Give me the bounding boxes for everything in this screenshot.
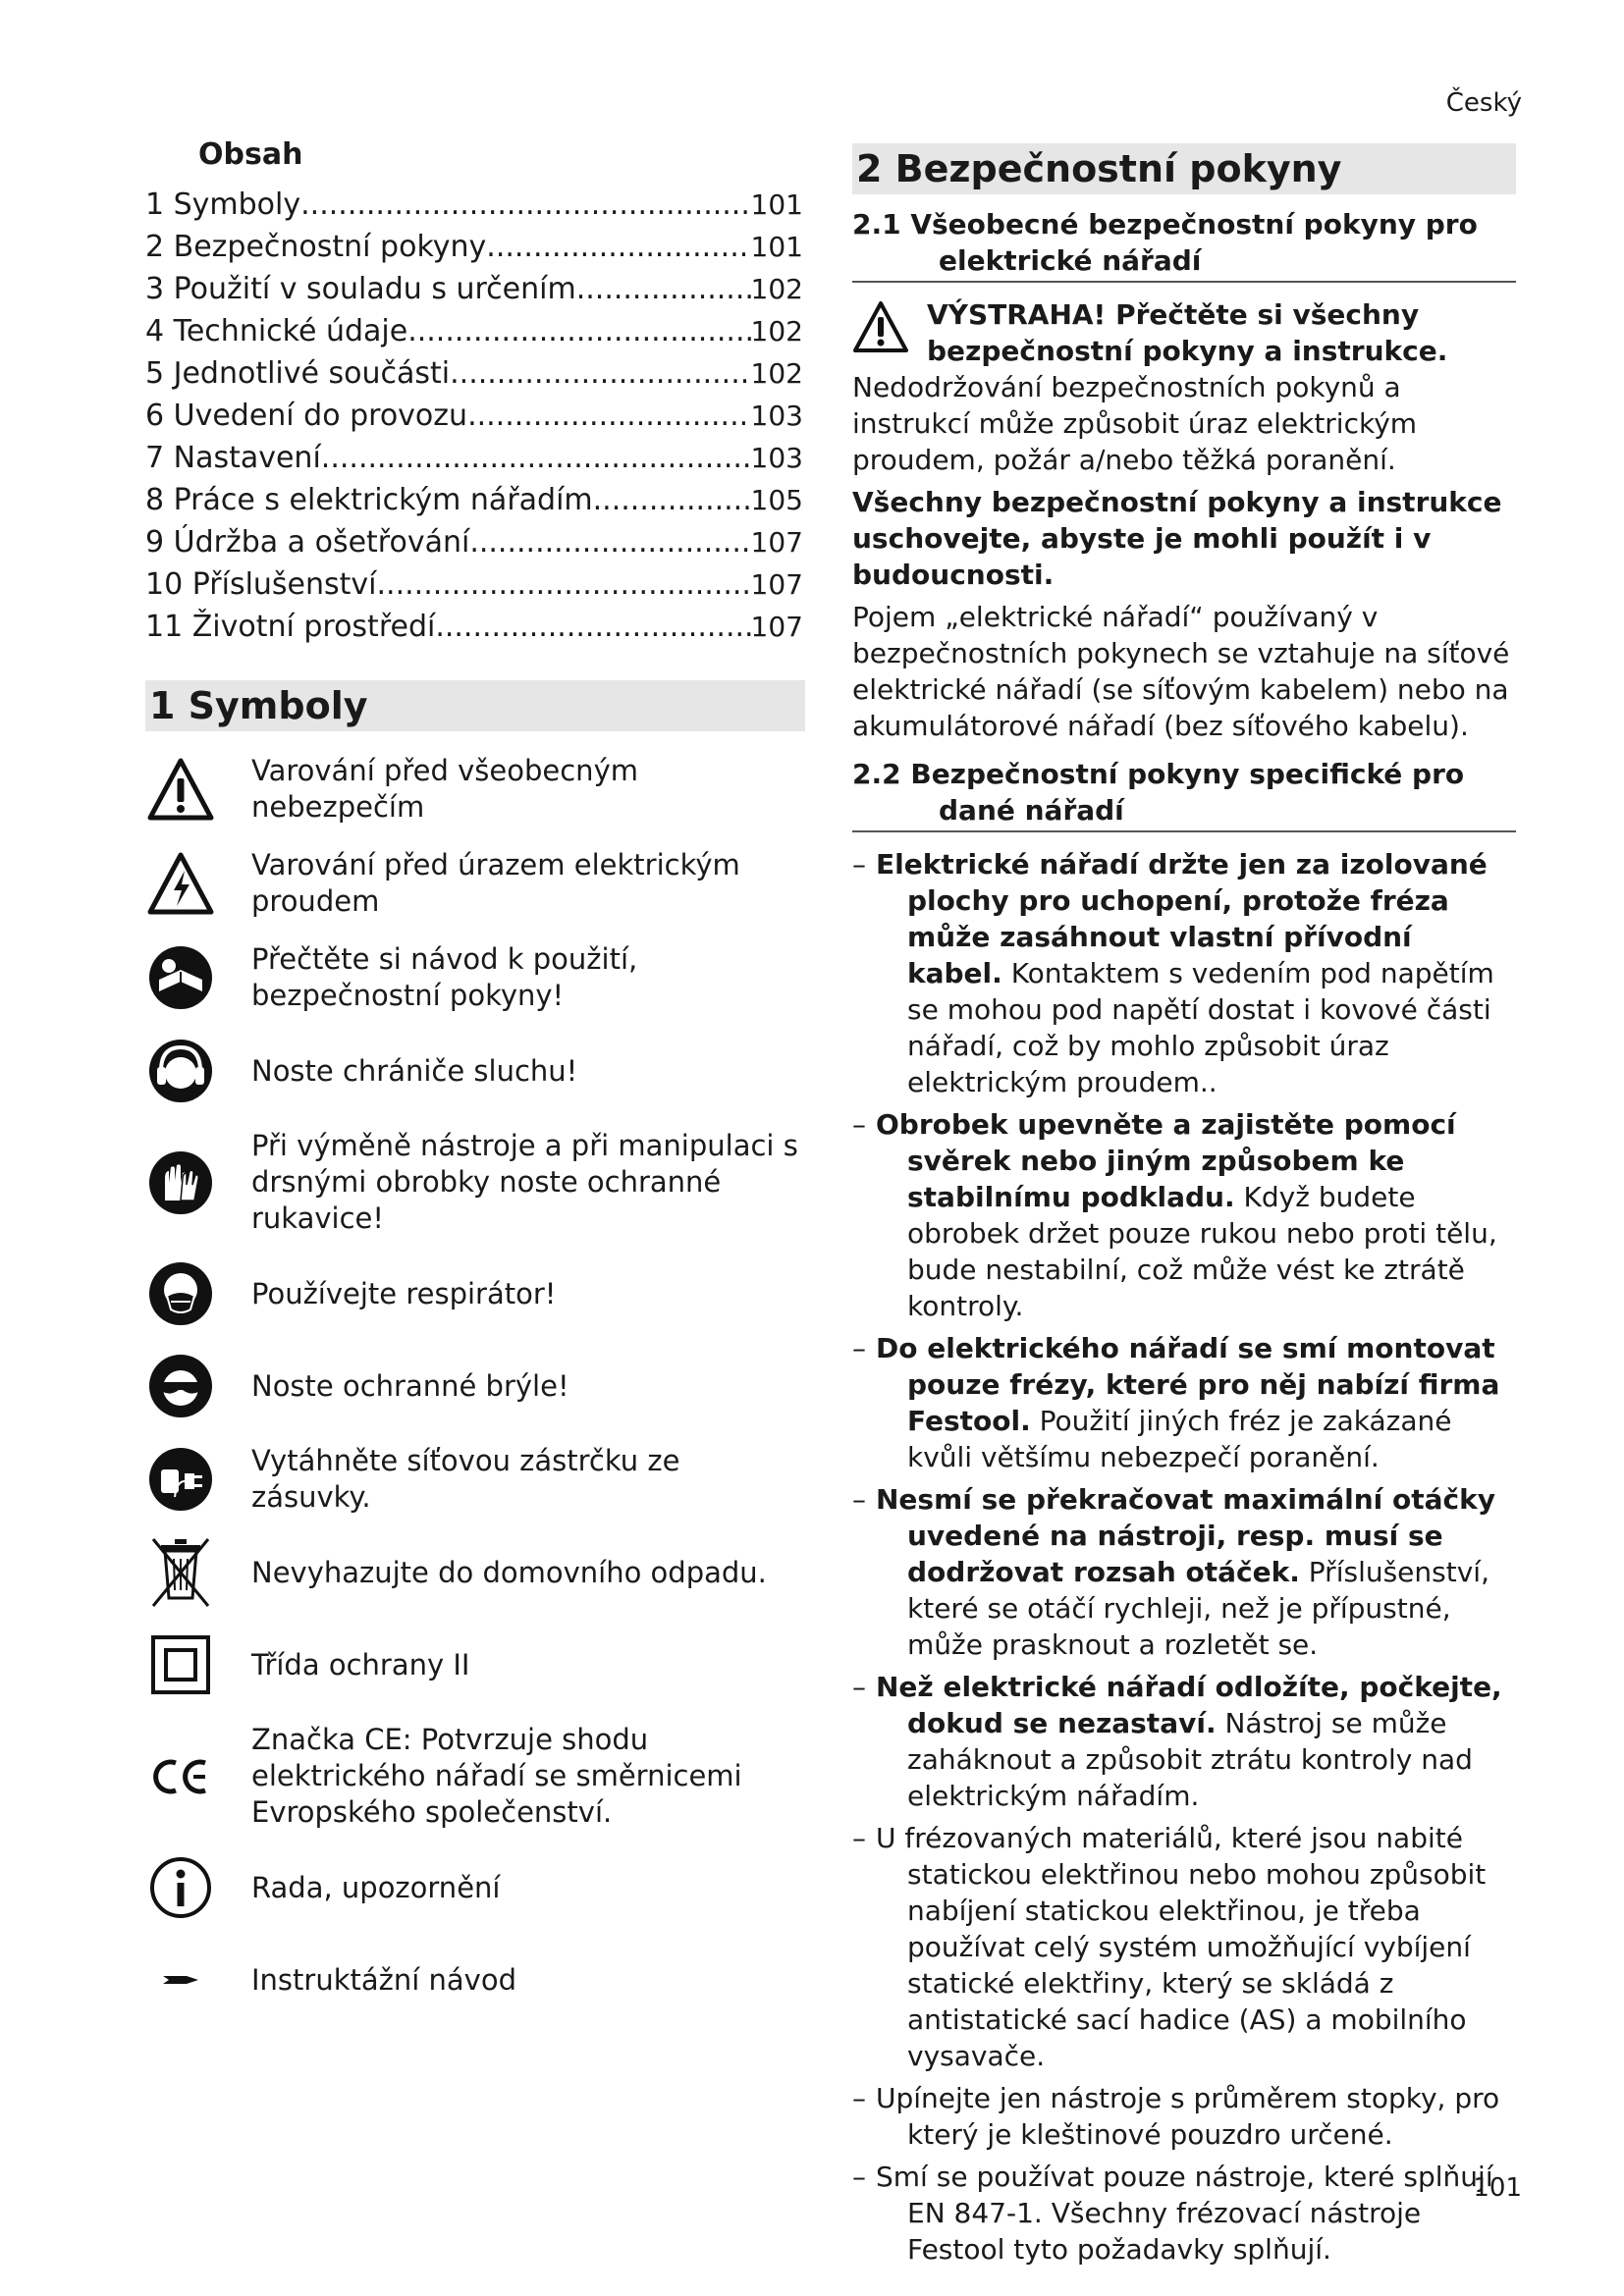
page-language: Český	[1445, 88, 1522, 118]
toc-item-page: 103	[750, 442, 803, 474]
list-item	[852, 1330, 1516, 1475]
list-item-text: Použití jiných fréz je zakázané kvůli většímu nebezpečí poranění.	[907, 1405, 1452, 1473]
list-item-text: U frézovaných materiálů, které jsou nabité statickou elektřinou nebo mohou způsobit nabíjení statickou elektřinou, je třeba používat celý systém umožňující vybíjení statické elektřiny, který se skládá z antistatické sací hadice (AS) a mobilního vysavače.	[876, 1822, 1487, 2072]
toc-title: Obsah	[198, 137, 303, 172]
list-item	[852, 846, 1516, 1100]
toc-item[interactable]	[145, 440, 803, 482]
section-title-symbols: 1 Symboly	[145, 680, 805, 731]
list-item	[852, 2080, 1516, 2153]
toc-item-label: 9 Údržba a ošetřování	[145, 525, 470, 560]
symbol-text: Při výměně nástroje a při manipulaci s drsnými obrobky noste ochranné rukavice!	[251, 1129, 798, 1235]
list-item-bold: Elektrické nářadí držte jen za izolované plochy pro uchopení, protože fréza může zasáhnout vlastní přívodní kabel.	[876, 848, 1488, 989]
symbol-text: Vytáhněte síťovou zástrčku ze zásuvky.	[251, 1444, 680, 1514]
toc-item-label: 4 Technické údaje	[145, 314, 408, 348]
symbol-text: Přečtěte si návod k použití, bezpečnostní pokyny!	[251, 942, 638, 1012]
symbol-row	[145, 1852, 805, 1923]
section-title-safety: 2 Bezpečnostní pokyny	[852, 143, 1516, 194]
toc-item-page: 101	[750, 188, 803, 221]
list-dash: –	[852, 1483, 866, 1516]
symbol-text: Nevyhazujte do domovního odpadu.	[251, 1555, 767, 1589]
warning-triangle-icon	[852, 300, 909, 357]
toc-leader	[469, 524, 750, 566]
toc-item-page: 107	[750, 568, 803, 601]
list-item	[852, 1481, 1516, 1663]
list-dash: –	[852, 1822, 866, 1854]
subsection-title-2-1	[852, 206, 1516, 283]
right-column	[852, 143, 1516, 2273]
toc-item-label: 5 Jednotlivé součásti	[145, 356, 451, 391]
subsection-title-line: elektrické nářadí	[939, 244, 1202, 277]
symbol-row	[145, 1629, 805, 1700]
toc-item-page: 107	[750, 611, 803, 643]
toc-leader	[486, 229, 750, 271]
symbol-text: Rada, upozornění	[251, 1870, 501, 1904]
toc-item[interactable]	[145, 187, 803, 229]
left-column	[145, 137, 805, 2015]
symbol-text: Značka CE: Potvrzuje shodu elektrického nářadí se směrnicemi Evropského společenství.	[251, 1723, 742, 1829]
class-ii-icon	[145, 1629, 216, 1700]
toc-item[interactable]	[145, 524, 803, 566]
info-icon	[145, 1852, 216, 1923]
ce-mark-icon	[145, 1741, 216, 1812]
toc-item[interactable]	[145, 482, 803, 524]
toc-item-label: 8 Práce s elektrickým nářadím	[145, 483, 593, 517]
toc-item-label: 2 Bezpečnostní pokyny	[145, 230, 487, 264]
hearing-protection-icon	[145, 1036, 216, 1106]
toc-item[interactable]	[145, 271, 803, 313]
list-dash: –	[852, 1108, 866, 1141]
toc-item-page: 102	[750, 273, 803, 305]
unplug-icon	[145, 1444, 216, 1515]
gloves-icon	[145, 1148, 216, 1218]
list-item-bold: Nesmí se překračovat maximální otáčky uvedené na nástroji, resp. musí se dodržovat rozsah otáček.	[876, 1483, 1495, 1588]
symbol-row	[145, 941, 805, 1014]
symbol-row	[145, 1722, 805, 1831]
list-item-text: Smí se používat pouze nástroje, které splňují EN 847-1. Všechny frézovací nástroje Festool tyto požadavky splňují.	[876, 2161, 1493, 2266]
symbol-row	[145, 847, 805, 920]
toc-item[interactable]	[145, 313, 803, 355]
subsection-title-line: 2.1 Všeobecné bezpečnostní pokyny pro	[852, 208, 1478, 240]
instruction-arrow-icon	[145, 1945, 216, 2015]
symbol-row	[145, 1351, 805, 1421]
subsection-title-2-2	[852, 756, 1516, 832]
toc-item-label: 1 Symboly	[145, 187, 301, 222]
toc-leader	[300, 187, 750, 229]
keep-instructions: Všechny bezpečnostní pokyny a instrukce uschovejte, abyste je mohli použít i v budoucnosti.	[852, 486, 1502, 591]
subsection-title-line: 2.2 Bezpečnostní pokyny specifické pro	[852, 758, 1465, 790]
symbol-text: Varování před úrazem elektrickým proudem	[251, 848, 740, 918]
toc-leader	[467, 398, 750, 440]
list-item-bold: Do elektrického nářadí se smí montovat pouze frézy, které pro něj nabízí firma Festool.	[876, 1332, 1500, 1437]
symbol-row	[145, 1443, 805, 1516]
symbol-row	[145, 1537, 805, 1608]
safety-glasses-icon	[145, 1351, 216, 1421]
symbol-text: Instruktážní návod	[251, 1962, 516, 1997]
respirator-icon	[145, 1258, 216, 1329]
symbol-text: Noste ochranné brýle!	[251, 1368, 569, 1403]
symbol-text: Používejte respirátor!	[251, 1276, 557, 1310]
symbol-row	[145, 1945, 805, 2015]
list-item-bold: Než elektrické nářadí odložíte, počkejte, dokud se nezastaví.	[876, 1671, 1502, 1739]
symbol-row	[145, 1128, 805, 1237]
symbol-row	[145, 1036, 805, 1106]
toc-item[interactable]	[145, 609, 803, 651]
toc-leader	[321, 440, 751, 482]
toc-item[interactable]	[145, 229, 803, 271]
toc-item-page: 103	[750, 400, 803, 432]
read-manual-icon	[145, 942, 216, 1013]
list-dash: –	[852, 1671, 866, 1703]
toc-item-label: 6 Uvedení do provozu	[145, 399, 468, 433]
symbol-text: Varování před všeobecným nebezpečím	[251, 754, 638, 824]
safety-list	[852, 846, 1516, 2268]
toc-item[interactable]	[145, 398, 803, 440]
symbol-row	[145, 1258, 805, 1329]
toc-item-label: 7 Nastavení	[145, 441, 321, 475]
toc-item-label: 3 Použití v souladu s určením	[145, 272, 576, 306]
page-number: 101	[1473, 2173, 1522, 2203]
list-dash: –	[852, 2082, 866, 2114]
warning-triangle-icon	[145, 754, 216, 825]
subsection-title-line: dané nářadí	[939, 794, 1124, 827]
toc-item-page: 105	[750, 484, 803, 516]
toc-item[interactable]	[145, 566, 803, 609]
list-item-text: Upínejte jen nástroje s průměrem stopky, pro který je kleštinové pouzdro určené.	[876, 2082, 1500, 2151]
symbol-text: Třída ochrany II	[251, 1647, 470, 1682]
toc-leader	[576, 271, 751, 313]
symbol-row	[145, 753, 805, 826]
list-item-bold: Obrobek upevněte a zajistěte pomocí svěrek nebo jiným způsobem ke stabilnímu podkladu.	[876, 1108, 1456, 1213]
list-item-text: Když budete obrobek držet pouze rukou nebo proti tělu, bude nestabilní, což může vést ke ztrátě kontroly.	[907, 1181, 1497, 1322]
warning-paragraph	[852, 296, 1516, 478]
warning-bold: VÝSTRAHA! Přečtěte si všechny bezpečnostní pokyny a instrukce.	[927, 298, 1448, 367]
toc-item-page: 102	[750, 357, 803, 390]
toc-leader	[450, 355, 750, 398]
list-item	[852, 1820, 1516, 2074]
toc-item-page: 101	[750, 231, 803, 263]
term-definition: Pojem „elektrické nářadí“ používaný v bezpečnostních pokynech se vztahuje na síťové elektrické nářadí (se síťovým kabelem) nebo na akumulátorové nářadí (bez síťového kabelu).	[852, 601, 1510, 742]
toc-item-label: 10 Příslušenství	[145, 567, 377, 602]
toc-leader	[407, 313, 750, 355]
warning-text: Nedodržování bezpečnostních pokynů a instrukcí může způsobit úraz elektrickým proudem, požár a/nebo těžká poranění.	[852, 371, 1418, 476]
list-item	[852, 1106, 1516, 1324]
list-item-text: Nástroj se může zaháknout a způsobit ztrátu kontroly nad elektrickým nářadím.	[907, 1707, 1473, 1812]
list-dash: –	[852, 848, 866, 881]
toc-item-label: 11 Životní prostředí	[145, 610, 436, 644]
list-dash: –	[852, 1332, 866, 1364]
list-item	[852, 1669, 1516, 1814]
symbol-text: Noste chrániče sluchu!	[251, 1053, 578, 1088]
toc-item-page: 102	[750, 315, 803, 347]
toc-item[interactable]	[145, 355, 803, 398]
toc-leader	[435, 609, 750, 651]
toc-list	[145, 187, 805, 651]
list-item-text: Kontaktem s vedením pod napětím se mohou pod napětí dostat i kovové části nářadí, což by mohlo způsobit úraz elektrickým proudem..	[907, 957, 1494, 1098]
list-item-text: Příslušenství, které se otáčí rychleji, než je přípustné, může prasknout a rozletět se.	[907, 1556, 1489, 1661]
list-dash: –	[852, 2161, 866, 2193]
toc-item-page: 107	[750, 526, 803, 559]
electric-shock-icon	[145, 848, 216, 919]
toc-leader	[593, 482, 751, 524]
toc-leader	[377, 566, 751, 609]
crossed-bin-icon	[145, 1537, 216, 1608]
